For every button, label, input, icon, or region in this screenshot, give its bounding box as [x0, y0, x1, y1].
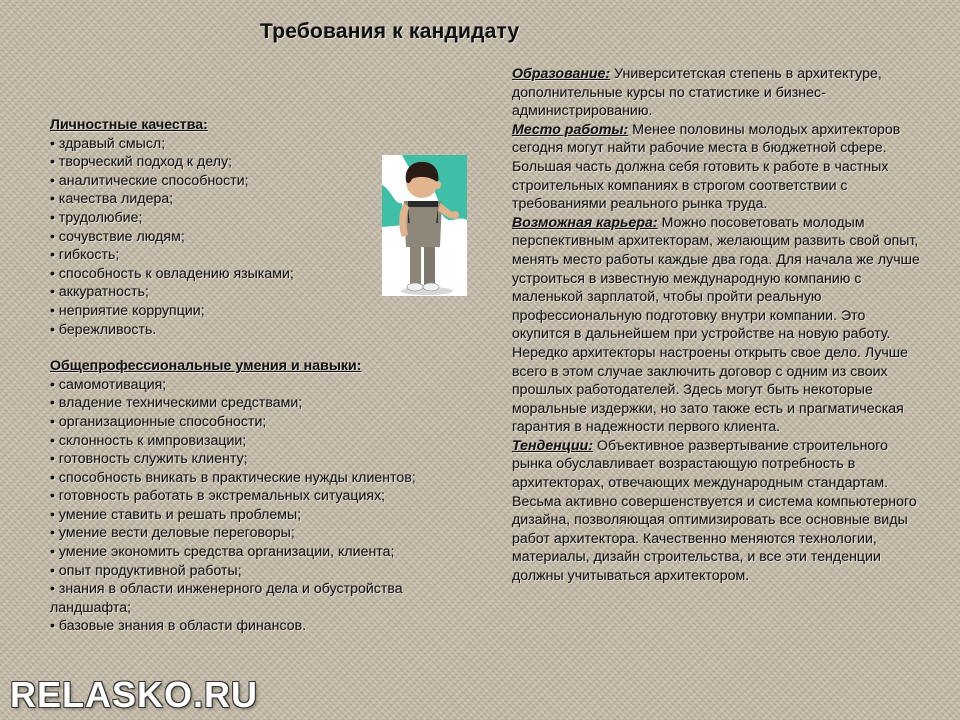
right-column: [512, 65, 922, 586]
list-item: • умение ставить и решать проблемы;: [50, 506, 475, 525]
list-item: • опыт продуктивной работы;: [50, 562, 475, 581]
list-item: • трудолюбие;: [50, 209, 475, 228]
career-section: [512, 214, 922, 437]
trends-label: Тенденции:: [512, 437, 594, 454]
list-item: • владение техническими средствами;: [50, 394, 475, 413]
watermark: RELASKO.RU: [10, 674, 259, 715]
list-item: • самомотивация;: [50, 376, 475, 395]
painter-figure-icon: [382, 155, 467, 296]
professional-skills-list: [50, 376, 475, 636]
workplace-section: [512, 121, 922, 214]
list-item: • творческий подход к делу;: [50, 153, 475, 172]
education-text: Университетская степень в архитектуре, дополнительные курсы по статистике и бизнес-администрированию.: [512, 66, 882, 120]
career-label: Возможная карьера:: [512, 214, 658, 231]
list-item: • способность вникать в практические нужды клиентов;: [50, 469, 475, 488]
list-item: • гибкость;: [50, 246, 475, 265]
list-item: • умение экономить средства организации, клиента;: [50, 543, 475, 562]
trends-text: Объективное развертывание строительного рынка обуславливает возрастающую потребность в архитекторах, отвечающих международным стандартам. Весьма активно совершенствуется и система компьютерного дизайна, позволяющая оптимизировать все основные виды работ архитектора. Качественно меняются технологии, материалы, дизайн строительства, и все эти тенденции должны учитываться архитектором.: [512, 437, 917, 585]
page-title: Требования к кандидату: [260, 20, 520, 43]
list-item: • аналитические способности;: [50, 172, 475, 191]
list-item: • аккуратность;: [50, 283, 475, 302]
list-item: • умение вести деловые переговоры;: [50, 524, 475, 543]
list-item: • базовые знания в области финансов.: [50, 617, 475, 636]
list-item: • готовность служить клиенту;: [50, 450, 475, 469]
list-item: • организационные способности;: [50, 413, 475, 432]
personal-qualities-heading: Личностные качества:: [50, 117, 208, 133]
workplace-text: Менее половины молодых архитекторов сегодня могут найти рабочие места в бюджетной сфере. Большая часть должна себя готовить к работе в частных строительных компаниях в строгом соответствии с требованиями реального рынка труда.: [512, 121, 901, 213]
list-item: • сочувствие людям;: [50, 228, 475, 247]
list-item: • способность к овладению языками;: [50, 265, 475, 284]
list-item: • готовность работать в экстремальных ситуациях;: [50, 487, 475, 506]
list-item: • знания в области инженерного дела и обустройства ландшафта;: [50, 580, 475, 617]
list-item: • здравый смысл;: [50, 135, 475, 154]
workplace-label: Место работы:: [512, 121, 629, 138]
career-text: Можно посоветовать молодым перспективным архитекторам, желающим развить свой опыт, менять место работы каждые два года. Для начала же лучше устроиться в известную международную компанию с маленькой зарплатой, чтобы пройти реальную профессиональную подготовку внутри компании. Это окупится в дальнейшем при устройстве на новую работу. Нередко архитекторы настроены открыть свое дело. Лучше всего в этом случае заключить договор с одним из своих прошлых работодателей. Здесь могут быть некоторые моральные издержки, но зато также есть и прагматическая гарантия в надежности первого клиента.: [512, 214, 920, 436]
list-item: • неприятие коррупции;: [50, 302, 475, 321]
list-item: • качества лидера;: [50, 190, 475, 209]
trends-section: [512, 437, 922, 586]
list-item: • бережливость.: [50, 321, 475, 340]
list-item: • склонность к импровизации;: [50, 432, 475, 451]
education-section: [512, 65, 922, 121]
professional-skills-heading: Общепрофессиональные умения и навыки:: [50, 358, 362, 375]
education-label: Образование:: [512, 66, 611, 82]
